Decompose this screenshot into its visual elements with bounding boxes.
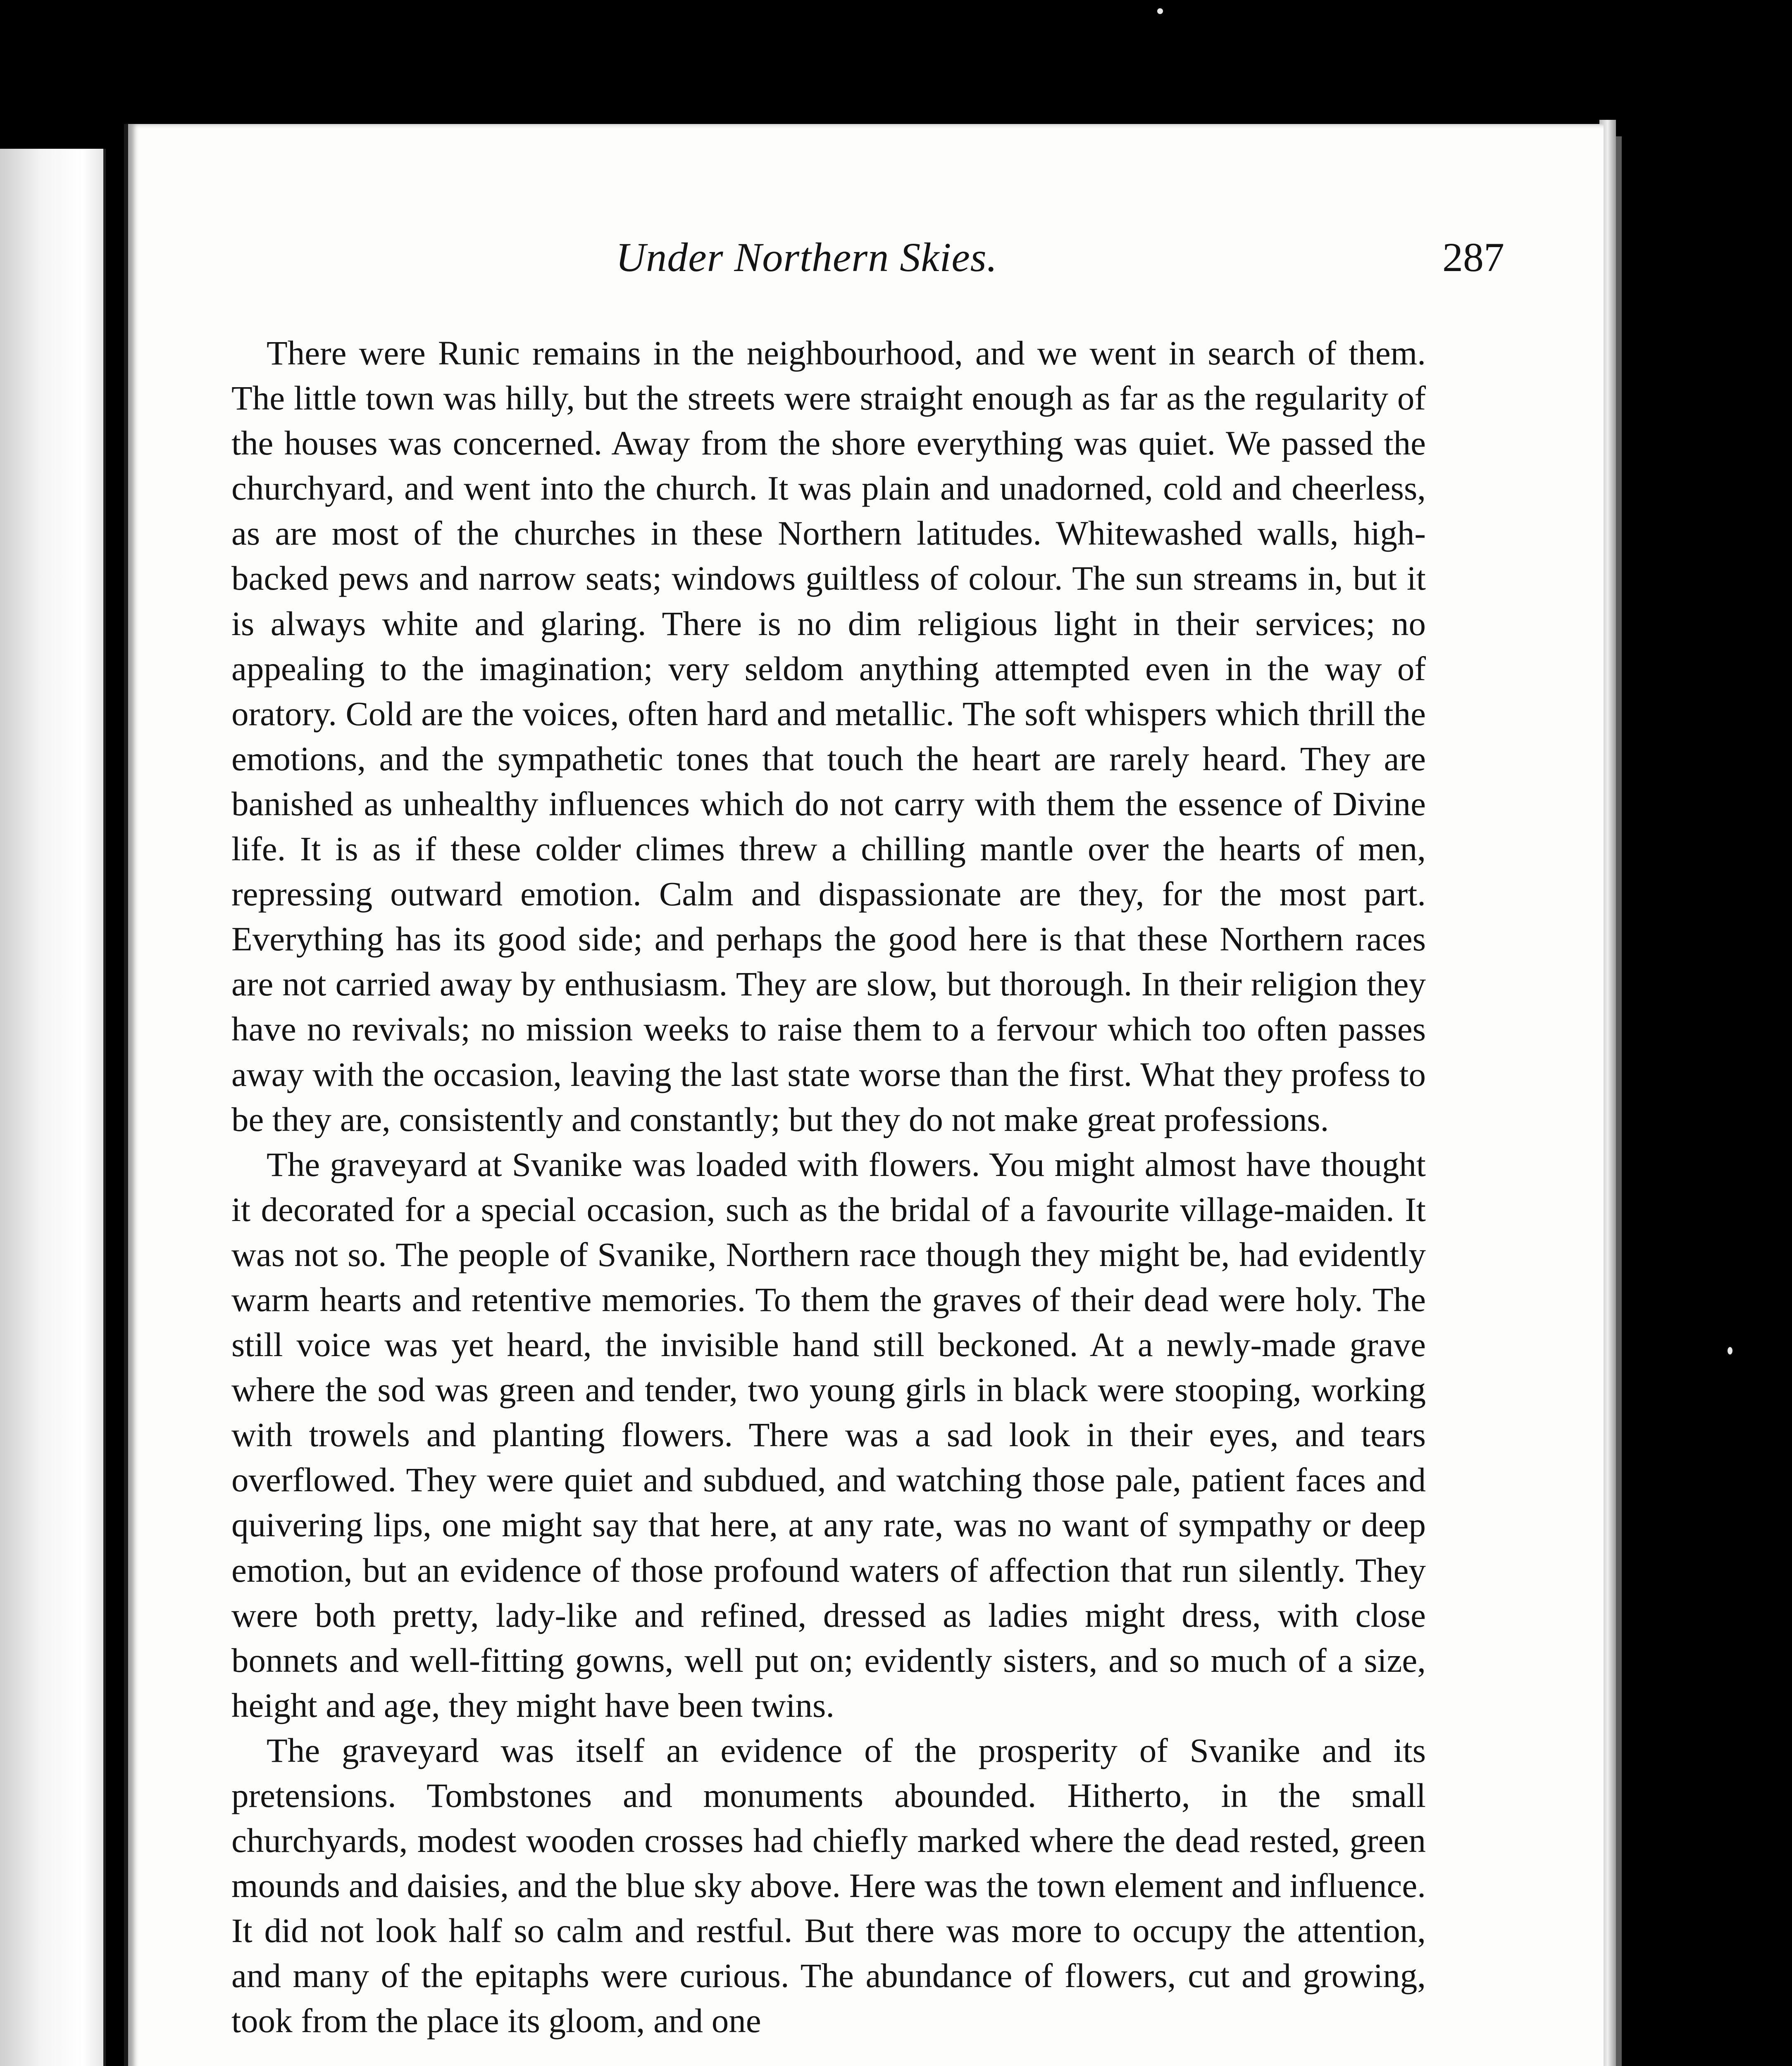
previous-page-edge bbox=[0, 149, 106, 2066]
paragraph: The graveyard at Svanike was loaded with flowers. You might almost have thought it decorated for a special occasion, such as the bridal of a favourite village-maiden. It was not so. The people of Svanike, Northern race though they might be, had evidently warm hearts and retentive memories. To them the graves of their dead were holy. The still voice was yet heard, the invisible hand still beckoned. At a newly-made grave where the sod was green and tender, two young girls in black were stooping, working with trowels and planting flowers. There was a sad look in their eyes, and tears overflowed. They were quiet and subdued, and watching those pale, patient faces and quivering lips, one might say that here, at any rate, was no want of sympathy or deep emotion, but an evidence of those profound waters of affection that run silently. They were both pretty, lady-like and refined, dressed as ladies might dress, with close bonnets and well-fitting gowns, well put on; evidently sisters, and so much of a size, height and age, they might have been twins. bbox=[231, 1145, 1426, 1724]
dust-speck bbox=[1157, 8, 1163, 14]
running-head bbox=[128, 233, 1604, 291]
page-number: 287 bbox=[1442, 234, 1504, 280]
paragraph: The graveyard was itself an evidence of the prosperity of Svanike and its pretensions. Tombstones and monuments abounded. Hitherto, in the small churchyards, modest wooden crosses had chiefly marked where the dead rested, green mounds and daisies, and the blue sky above. Here was the town element and influence. It did not look half so calm and restful. But there was more to occupy the attention, and many of the epitaphs were curious. The abundance of flowers, cut and growing, took from the place its gloom, and one bbox=[231, 1731, 1426, 2040]
paragraph: There were Runic remains in the neighbourhood, and we went in search of them. The little town was hilly, but the streets were straight enough as far as the regularity of the houses was concerned. Away from the shore everything was quiet. We passed the churchyard, and went into the church. It was plain and unadorned, cold and cheerless, as are most of the churches in these Northern latitudes. Whitewashed walls, high-backed pews and narrow seats; windows guiltless of colour. The sun streams in, but it is always white and glaring. There is no dim religious light in their services; no appealing to the imagination; very seldom anything attempted even in the way of oratory. Cold are the voices, often hard and metallic. The soft whispers which thrill the emotions, and the sympathetic tones that touch the heart are rarely heard. They are banished as unhealthy influences which do not carry with them the essence of Divine life. It is as if these colder climes threw a chilling mantle over the hearts of men, repressing outward emotion. Calm and dispassionate are they, for the most part. Everything has its good side; and perhaps the good here is that these Northern races are not carried away by enthusiasm. They are slow, but thorough. In their religion they have no revivals; no mission weeks to raise them to a fervour which too often passes away with the occasion, leaving the last state worse than the first. What they profess to be they are, consistently and constantly; but they do not make great professions. bbox=[231, 334, 1426, 1138]
running-title: Under Northern Skies. bbox=[616, 234, 998, 280]
page-stack-shadow bbox=[1616, 136, 1622, 2066]
body-text bbox=[231, 331, 1426, 2044]
dust-speck bbox=[1728, 1347, 1732, 1354]
book-page bbox=[124, 124, 1604, 2066]
